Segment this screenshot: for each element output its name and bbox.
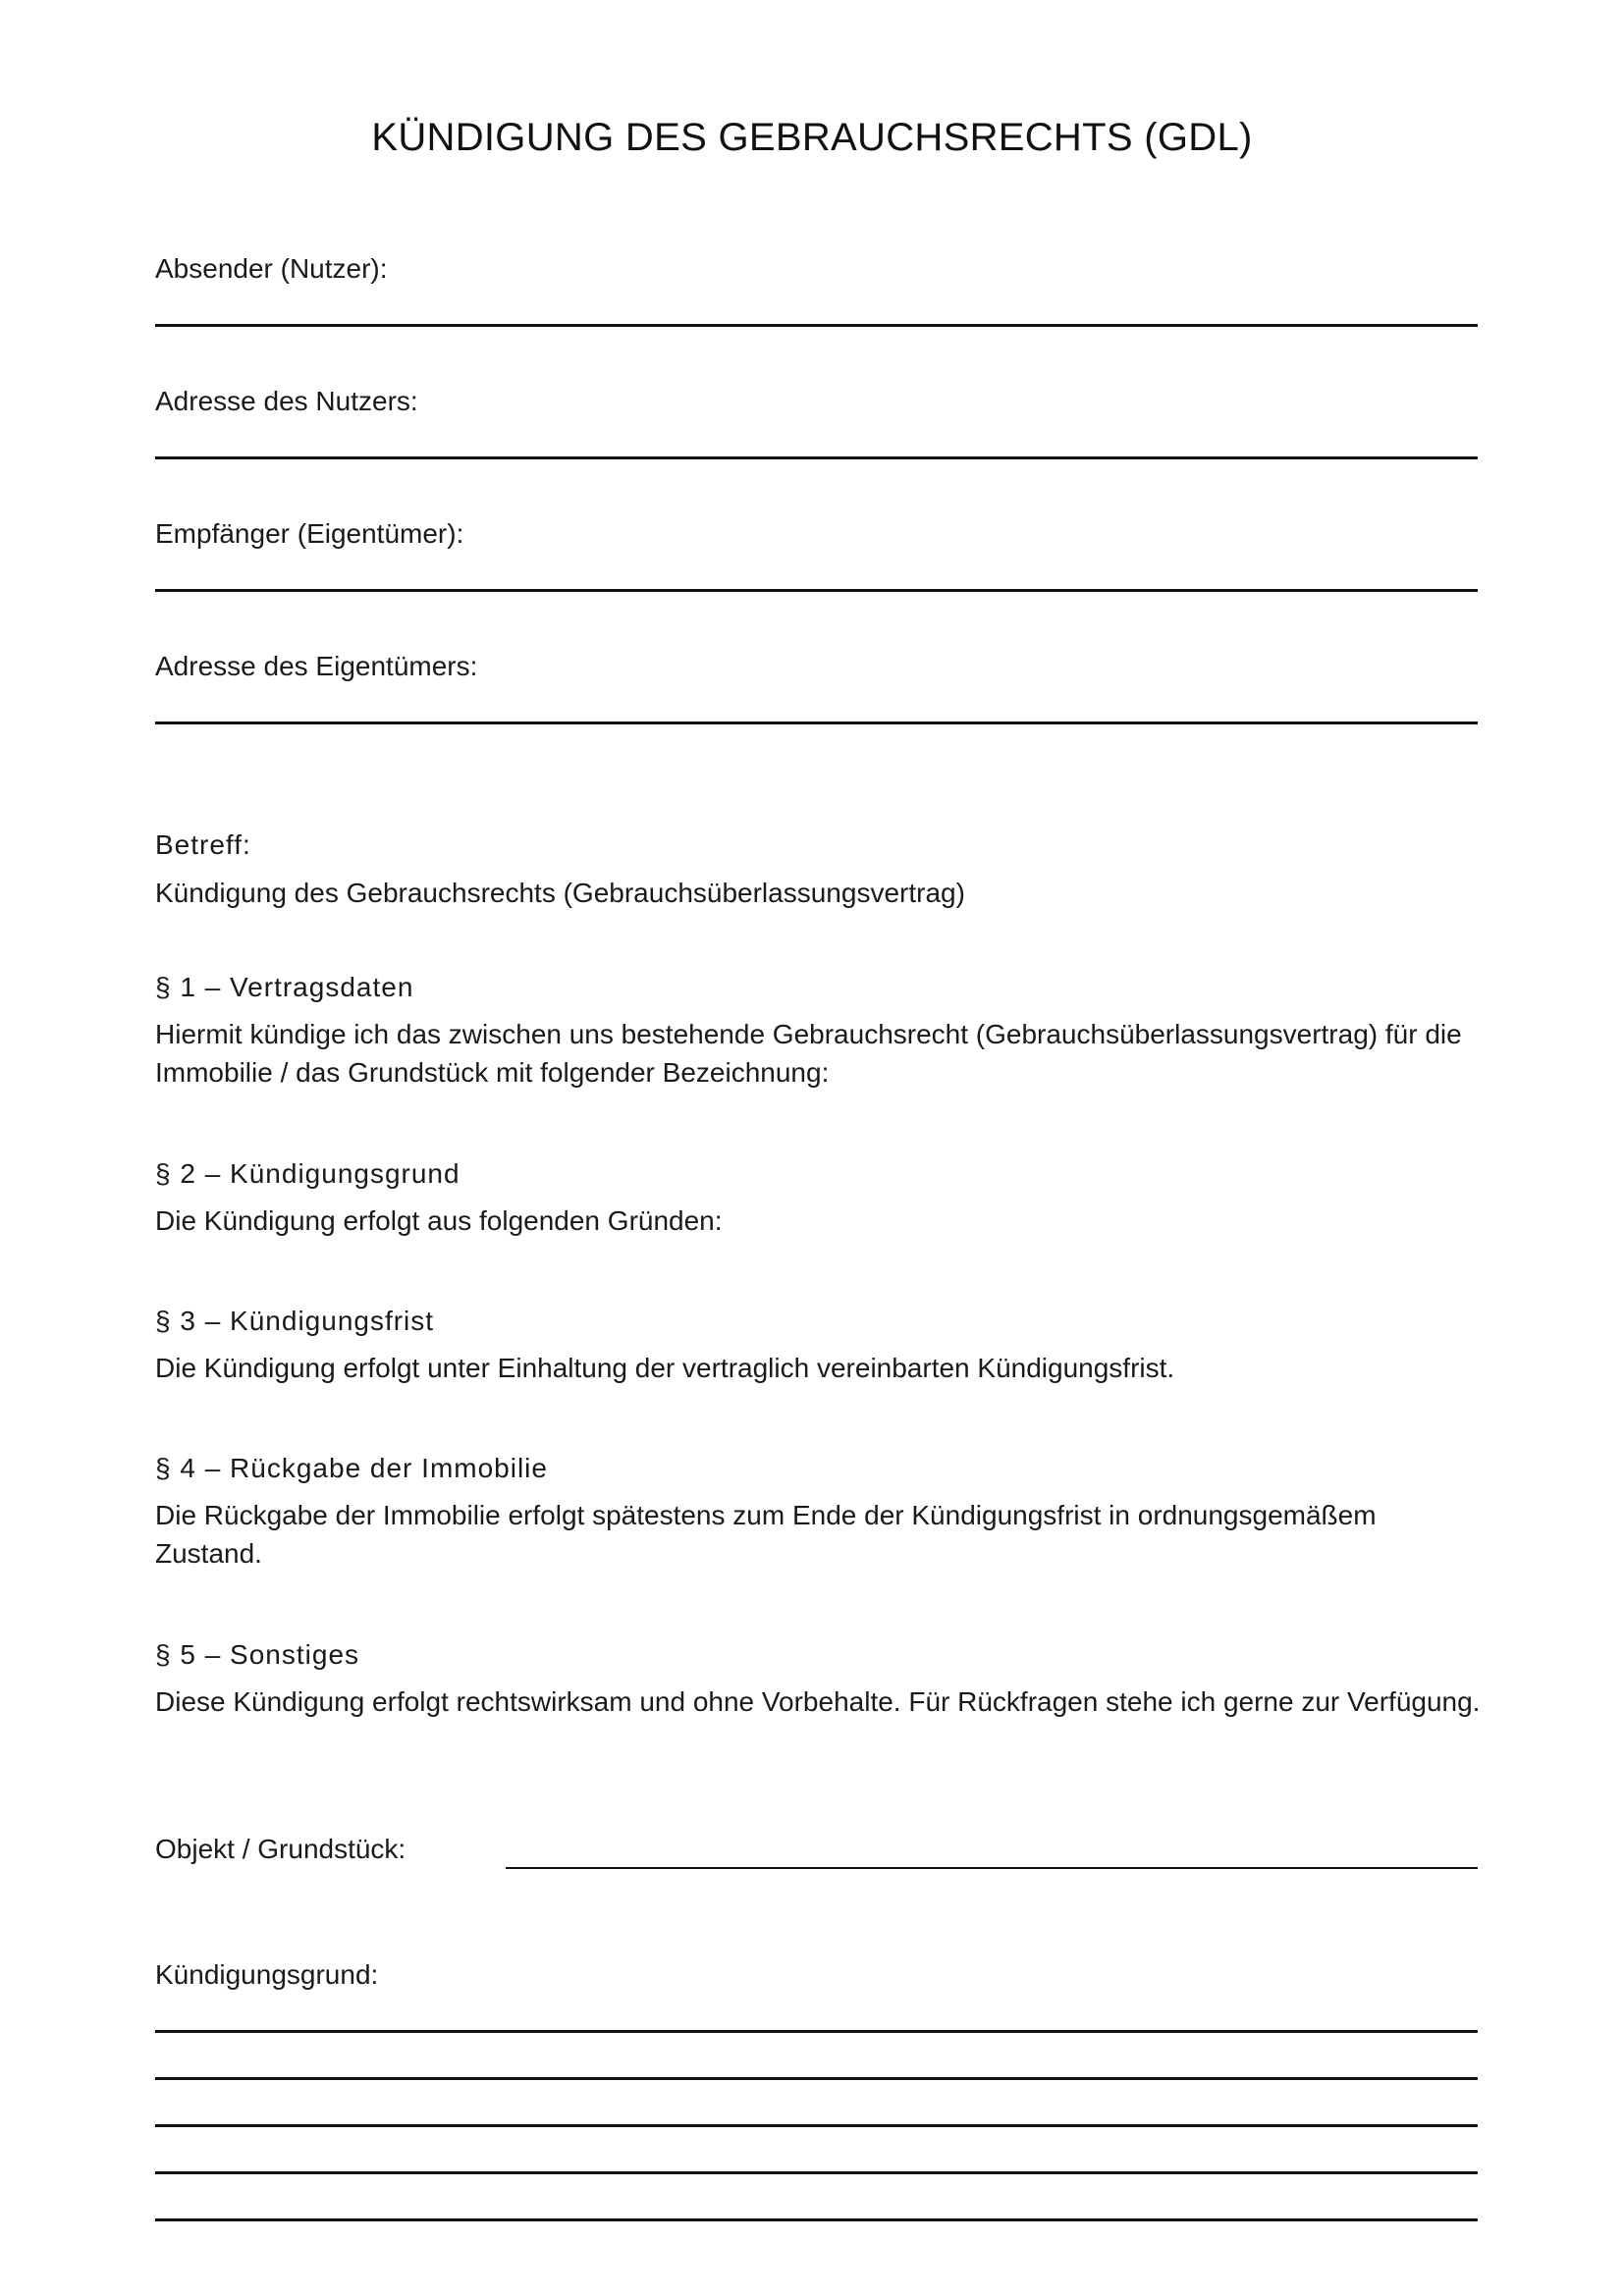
section-4-text: Die Rückgabe der Immobilie erfolgt spätestens zum Ende der Kündigungsfrist in ordnungsgemäßem Zustand. [155, 1500, 1377, 1569]
reason-line[interactable] [155, 2077, 1478, 2080]
object-label: Objekt / Grundstück: [155, 1834, 406, 1864]
reason-label: Kündigungsgrund: [155, 1959, 379, 1990]
recipient-address-label: Adresse des Eigentümers: [155, 651, 478, 681]
sender-address-line[interactable] [155, 456, 1478, 459]
section-2-heading: § 2 – Kündigungsgrund [155, 1158, 460, 1189]
reason-line[interactable] [155, 2124, 1478, 2127]
section-5-heading: § 5 – Sonstiges [155, 1639, 360, 1670]
section-1-text: Hiermit kündige ich das zwischen uns bestehende Gebrauchsrecht (Gebrauchsüberlassungsvertrag) für die Immobilie / das Grundstück mit folgender Bezeichnung: [155, 1019, 1462, 1088]
sender-line[interactable] [155, 324, 1478, 327]
subject-label: Betreff: [155, 829, 251, 860]
recipient-address-line[interactable] [155, 721, 1478, 724]
section-3-text: Die Kündigung erfolgt unter Einhaltung der vertraglich vereinbarten Kündigungsfrist. [155, 1353, 1175, 1383]
reason-line[interactable] [155, 2171, 1478, 2174]
reason-line[interactable] [155, 2218, 1478, 2221]
reason-line[interactable] [155, 2030, 1478, 2033]
subject-text: Kündigung des Gebrauchsrechts (Gebrauchsüberlassungsvertrag) [155, 878, 965, 908]
object-line[interactable] [506, 1867, 1478, 1869]
recipient-line[interactable] [155, 589, 1478, 592]
sender-address-label: Adresse des Nutzers: [155, 386, 418, 416]
document-title: KÜNDIGUNG DES GEBRAUCHSRECHTS (GDL) [371, 116, 1253, 159]
section-3-heading: § 3 – Kündigungsfrist [155, 1306, 435, 1336]
sender-label: Absender (Nutzer): [155, 253, 388, 284]
section-1-heading: § 1 – Vertragsdaten [155, 972, 414, 1002]
section-2-text: Die Kündigung erfolgt aus folgenden Gründen: [155, 1205, 723, 1236]
recipient-label: Empfänger (Eigentümer): [155, 518, 464, 549]
section-4-heading: § 4 – Rückgabe der Immobilie [155, 1453, 548, 1483]
section-5-text: Diese Kündigung erfolgt rechtswirksam und ohne Vorbehalte. Für Rückfragen stehe ich gerne zur Verfügung. [155, 1686, 1481, 1717]
